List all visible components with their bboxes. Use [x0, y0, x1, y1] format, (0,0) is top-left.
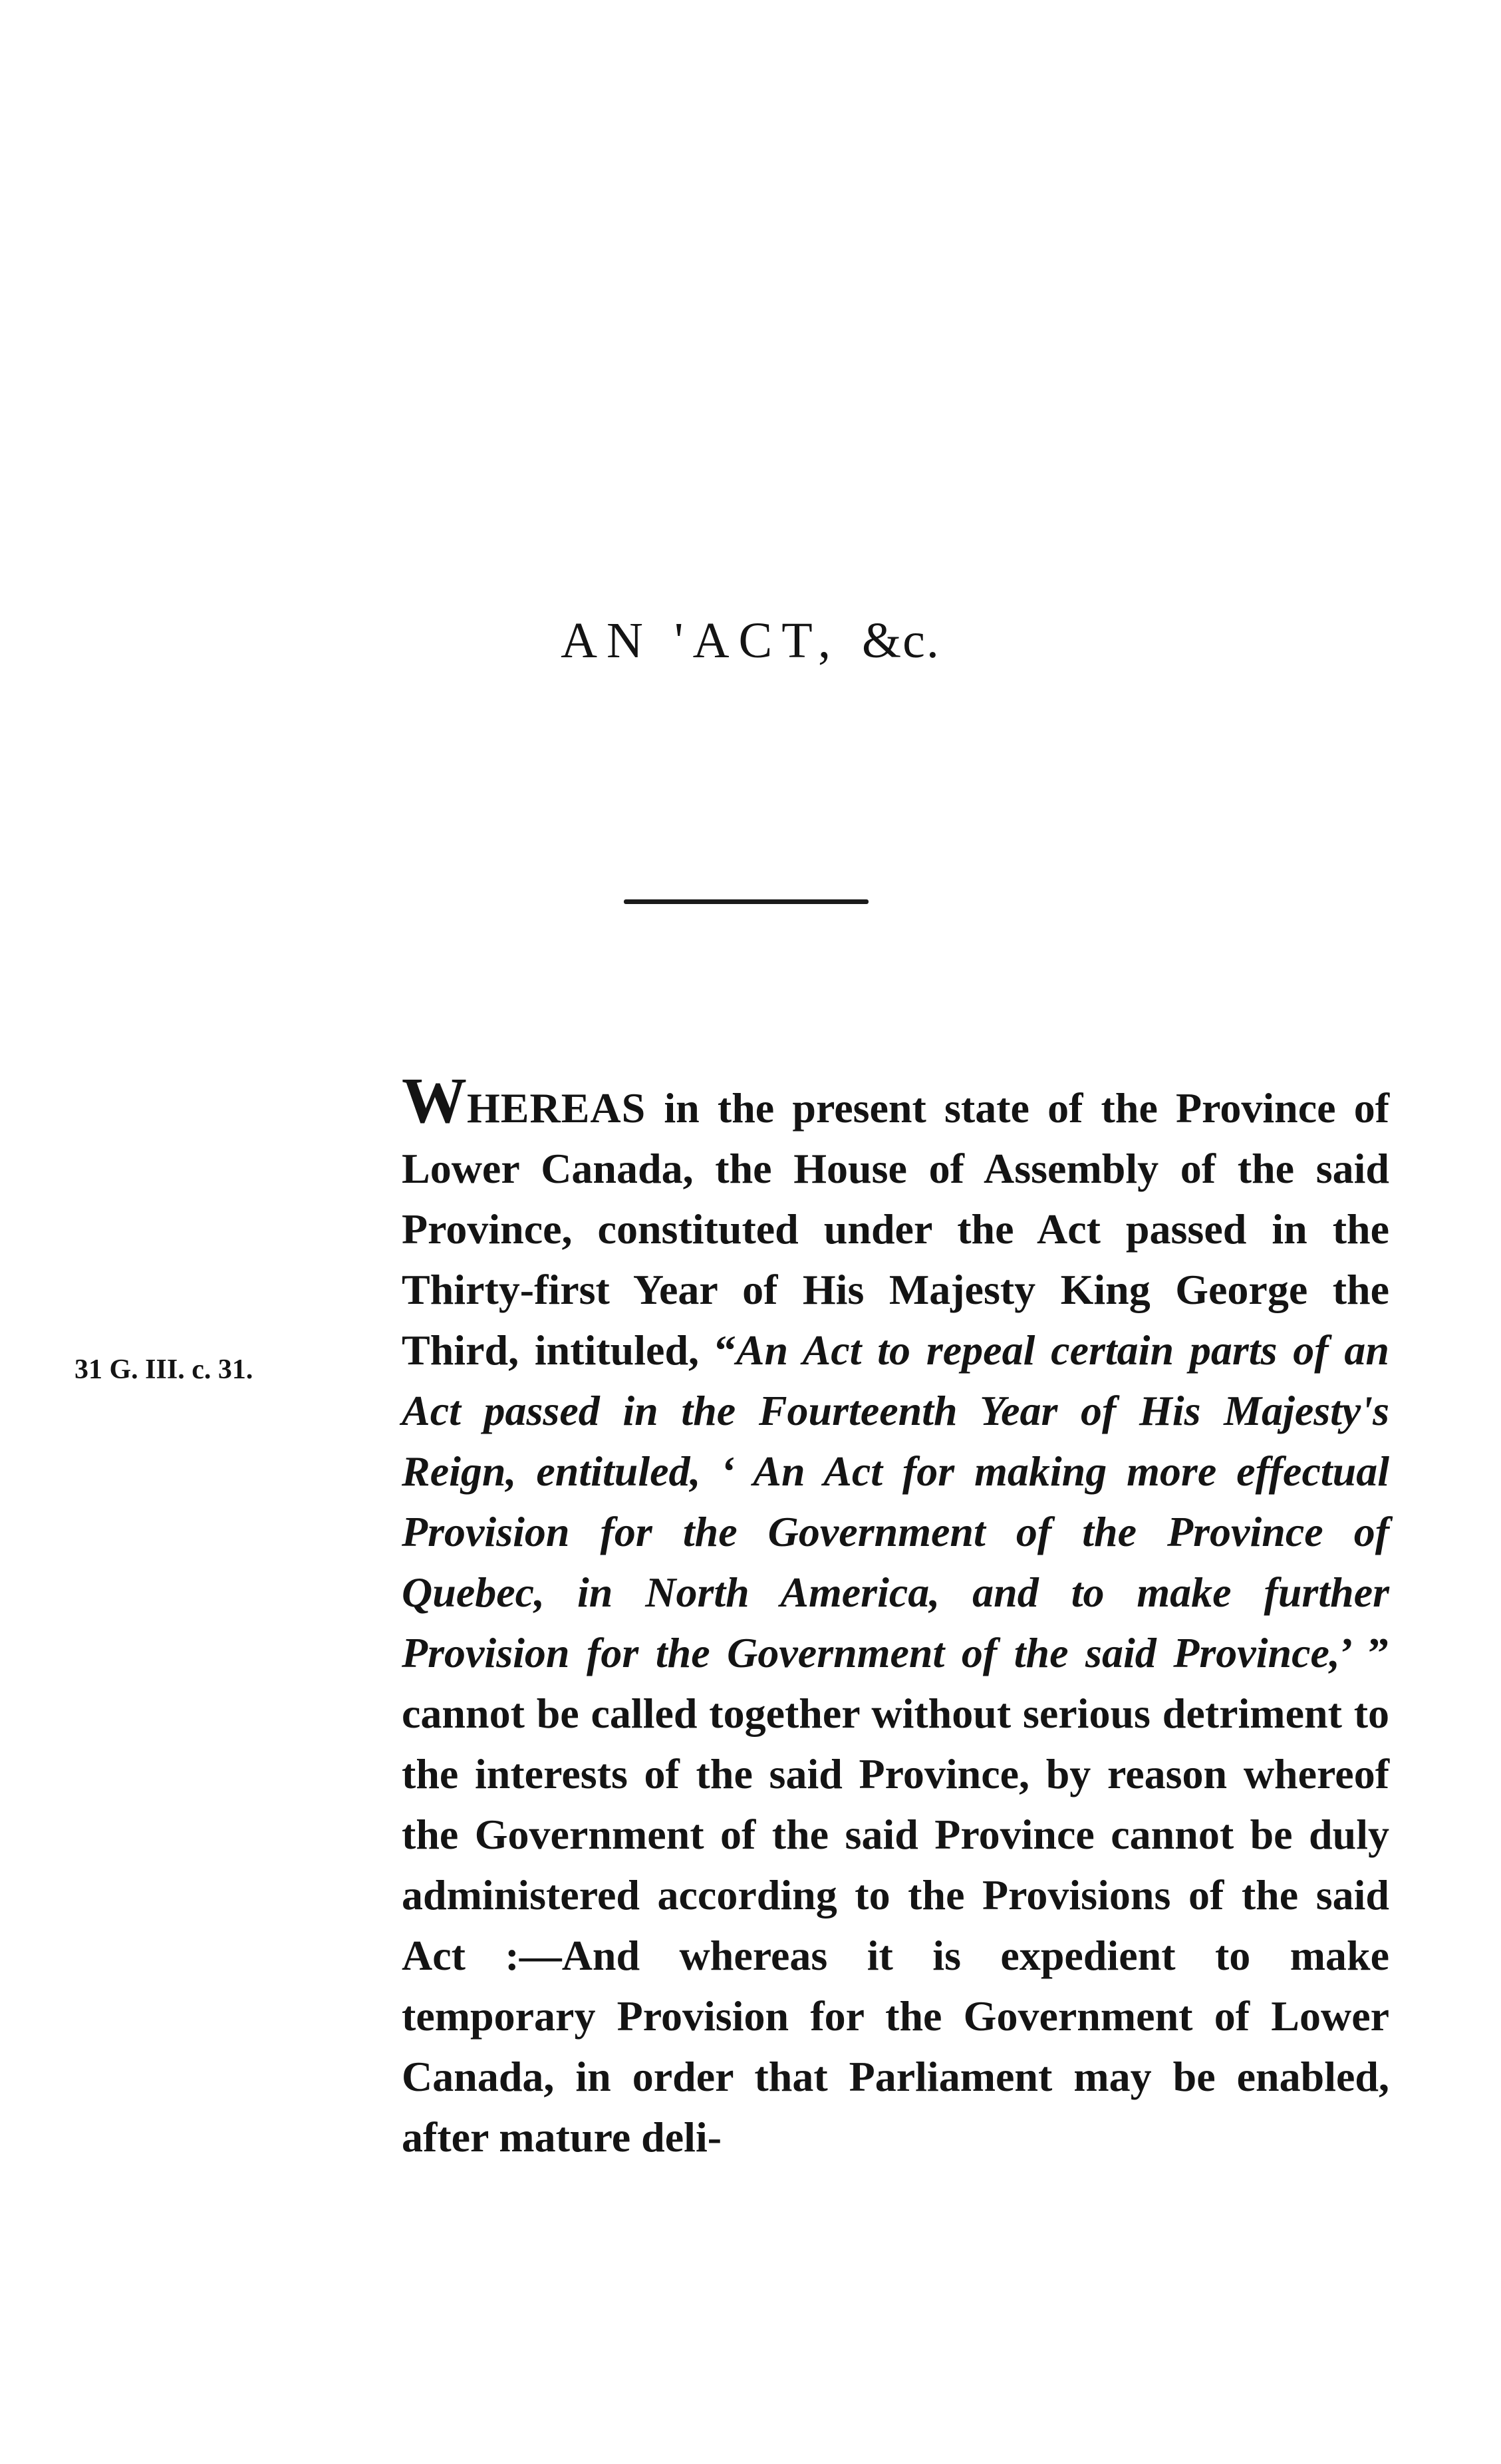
act-title: [0, 612, 1501, 670]
act-title-main: AN 'ACT,: [561, 613, 840, 669]
drop-cap-letter: W: [402, 1065, 467, 1137]
section-divider: [624, 899, 869, 904]
opening-word: HEREAS: [467, 1084, 646, 1132]
paragraph-text-1: in the present state of the Province of Lower Canada, the House of Assembly of the said Province, constituted under the Act passed in the Thirty-first Year of His Majesty King George the Third, intituled, “: [402, 1084, 1389, 1374]
marginal-citation: 31 G. III. c. 31.: [74, 1354, 253, 1385]
cited-act-title: An Act to repeal certain parts of an Act passed in the Fourteenth Year of His Majesty's Reign, entituled, ‘ An Act for making more effectual Provision for the Government of the Province of Quebec, in North America, and to make further Provision for the Government of the said Province,: [402, 1326, 1390, 1676]
preamble-paragraph: [402, 1065, 1390, 2167]
paragraph-text-2: ’ ” cannot be called together without serious detriment to the interests of the said Province, by reason whereof the Government of the said Province cannot be duly administered according to the Provisions of the said Act :—And whereas it is expedient to make temporary Provision for the Government of Lower Canada, in order that Parliament may be enabled, after mature deli-: [402, 1629, 1389, 2161]
act-title-etc: &c.: [861, 613, 940, 669]
